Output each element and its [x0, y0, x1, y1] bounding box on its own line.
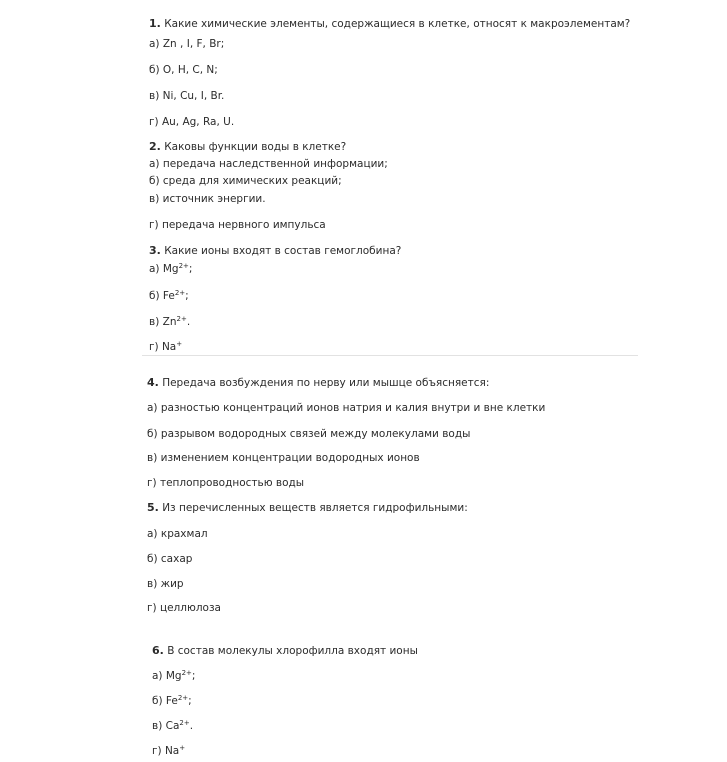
- question-4-number: 4.: [147, 376, 159, 389]
- q3-option-c-punct: .: [186, 316, 191, 328]
- q3-option-a: [149, 262, 192, 276]
- q3-option-d: [149, 340, 182, 354]
- q6-option-b-punct: ;: [188, 695, 192, 707]
- q6-option-c-punct: .: [189, 720, 194, 732]
- q1-option-d: г) Au, Ag, Ra, U.: [149, 116, 235, 128]
- q6-option-a: [152, 669, 195, 683]
- question-6-text: В состав молекулы хлорофилла входят ионы: [167, 645, 418, 657]
- question-5: [147, 501, 468, 515]
- q4-option-d: г) теплопроводностью воды: [147, 477, 305, 489]
- question-1-text: Какие химические элементы, содержащиеся в клетке, относят к макроэлементам?: [164, 18, 631, 30]
- q3-option-b: [149, 289, 189, 303]
- question-2-number: 2.: [149, 140, 161, 153]
- q3-option-a-text: а) Mg: [149, 263, 179, 275]
- q2-option-c: в) источник энергии.: [149, 193, 266, 205]
- q4-option-b: б) разрывом водородных связей между молекулами воды: [147, 428, 471, 440]
- q3-option-a-charge: 2+: [178, 262, 189, 270]
- question-3-number: 3.: [149, 244, 161, 257]
- question-2-text: Каковы функции воды в клетке?: [164, 141, 347, 153]
- q6-option-b: [152, 694, 192, 708]
- q3-option-c-charge: 2+: [176, 315, 187, 323]
- q1-option-c: в) Ni, Cu, I, Br.: [149, 90, 225, 102]
- q5-option-c: в) жир: [147, 578, 184, 590]
- q3-option-b-punct: ;: [185, 290, 189, 302]
- q2-option-b: б) среда для химических реакций;: [149, 175, 342, 187]
- q2-option-d: г) передача нервного импульса: [149, 219, 326, 231]
- q2-option-a: а) передача наследственной информации;: [149, 158, 388, 170]
- question-5-number: 5.: [147, 501, 159, 514]
- q3-option-c-text: в) Zn: [149, 316, 177, 328]
- question-1: [149, 17, 630, 31]
- q3-option-c: [149, 315, 190, 329]
- q6-option-d: [152, 744, 185, 758]
- q6-option-a-text: а) Mg: [152, 670, 182, 682]
- q1-option-a: а) Zn , I, F, Br;: [149, 38, 225, 50]
- question-4-text: Передача возбуждения по нерву или мышце объясняется:: [162, 377, 490, 389]
- q6-option-d-text: г) Na: [152, 745, 180, 757]
- q5-option-b: б) сахар: [147, 553, 193, 565]
- q3-option-a-punct: ;: [188, 263, 193, 275]
- q3-option-d-text: г) Na: [149, 341, 177, 353]
- question-3: [149, 244, 401, 258]
- question-6-number: 6.: [152, 644, 164, 657]
- question-3-text: Какие ионы входят в состав гемоглобина?: [164, 245, 402, 257]
- q6-option-c-charge: 2+: [179, 719, 190, 727]
- q3-option-b-charge: 2+: [174, 289, 186, 297]
- q4-option-c: в) изменением концентрации водородных ионов: [147, 452, 420, 464]
- q3-option-d-charge: +: [176, 340, 183, 348]
- question-6: [152, 644, 418, 658]
- question-1-number: 1.: [149, 17, 161, 30]
- q3-option-b-text: б) Fe: [149, 290, 175, 302]
- question-4: [147, 376, 489, 390]
- q5-option-d: г) целлюлоза: [147, 602, 221, 614]
- q6-option-b-text: б) Fe: [152, 695, 178, 707]
- q1-option-b: б) O, H, C, N;: [149, 64, 218, 76]
- q6-option-c: [152, 719, 193, 733]
- q6-option-c-text: в) Ca: [152, 720, 180, 732]
- question-2: [149, 140, 346, 154]
- q5-option-a: а) крахмал: [147, 528, 208, 540]
- q6-option-b-charge: 2+: [177, 694, 189, 702]
- question-5-text: Из перечисленных веществ является гидрофильными:: [162, 502, 468, 514]
- section-divider: [142, 355, 638, 356]
- q4-option-a: а) разностью концентраций ионов натрия и калия внутри и вне клетки: [147, 402, 546, 414]
- q6-option-a-punct: ;: [191, 670, 196, 682]
- q6-option-d-charge: +: [179, 744, 186, 752]
- q6-option-a-charge: 2+: [181, 669, 192, 677]
